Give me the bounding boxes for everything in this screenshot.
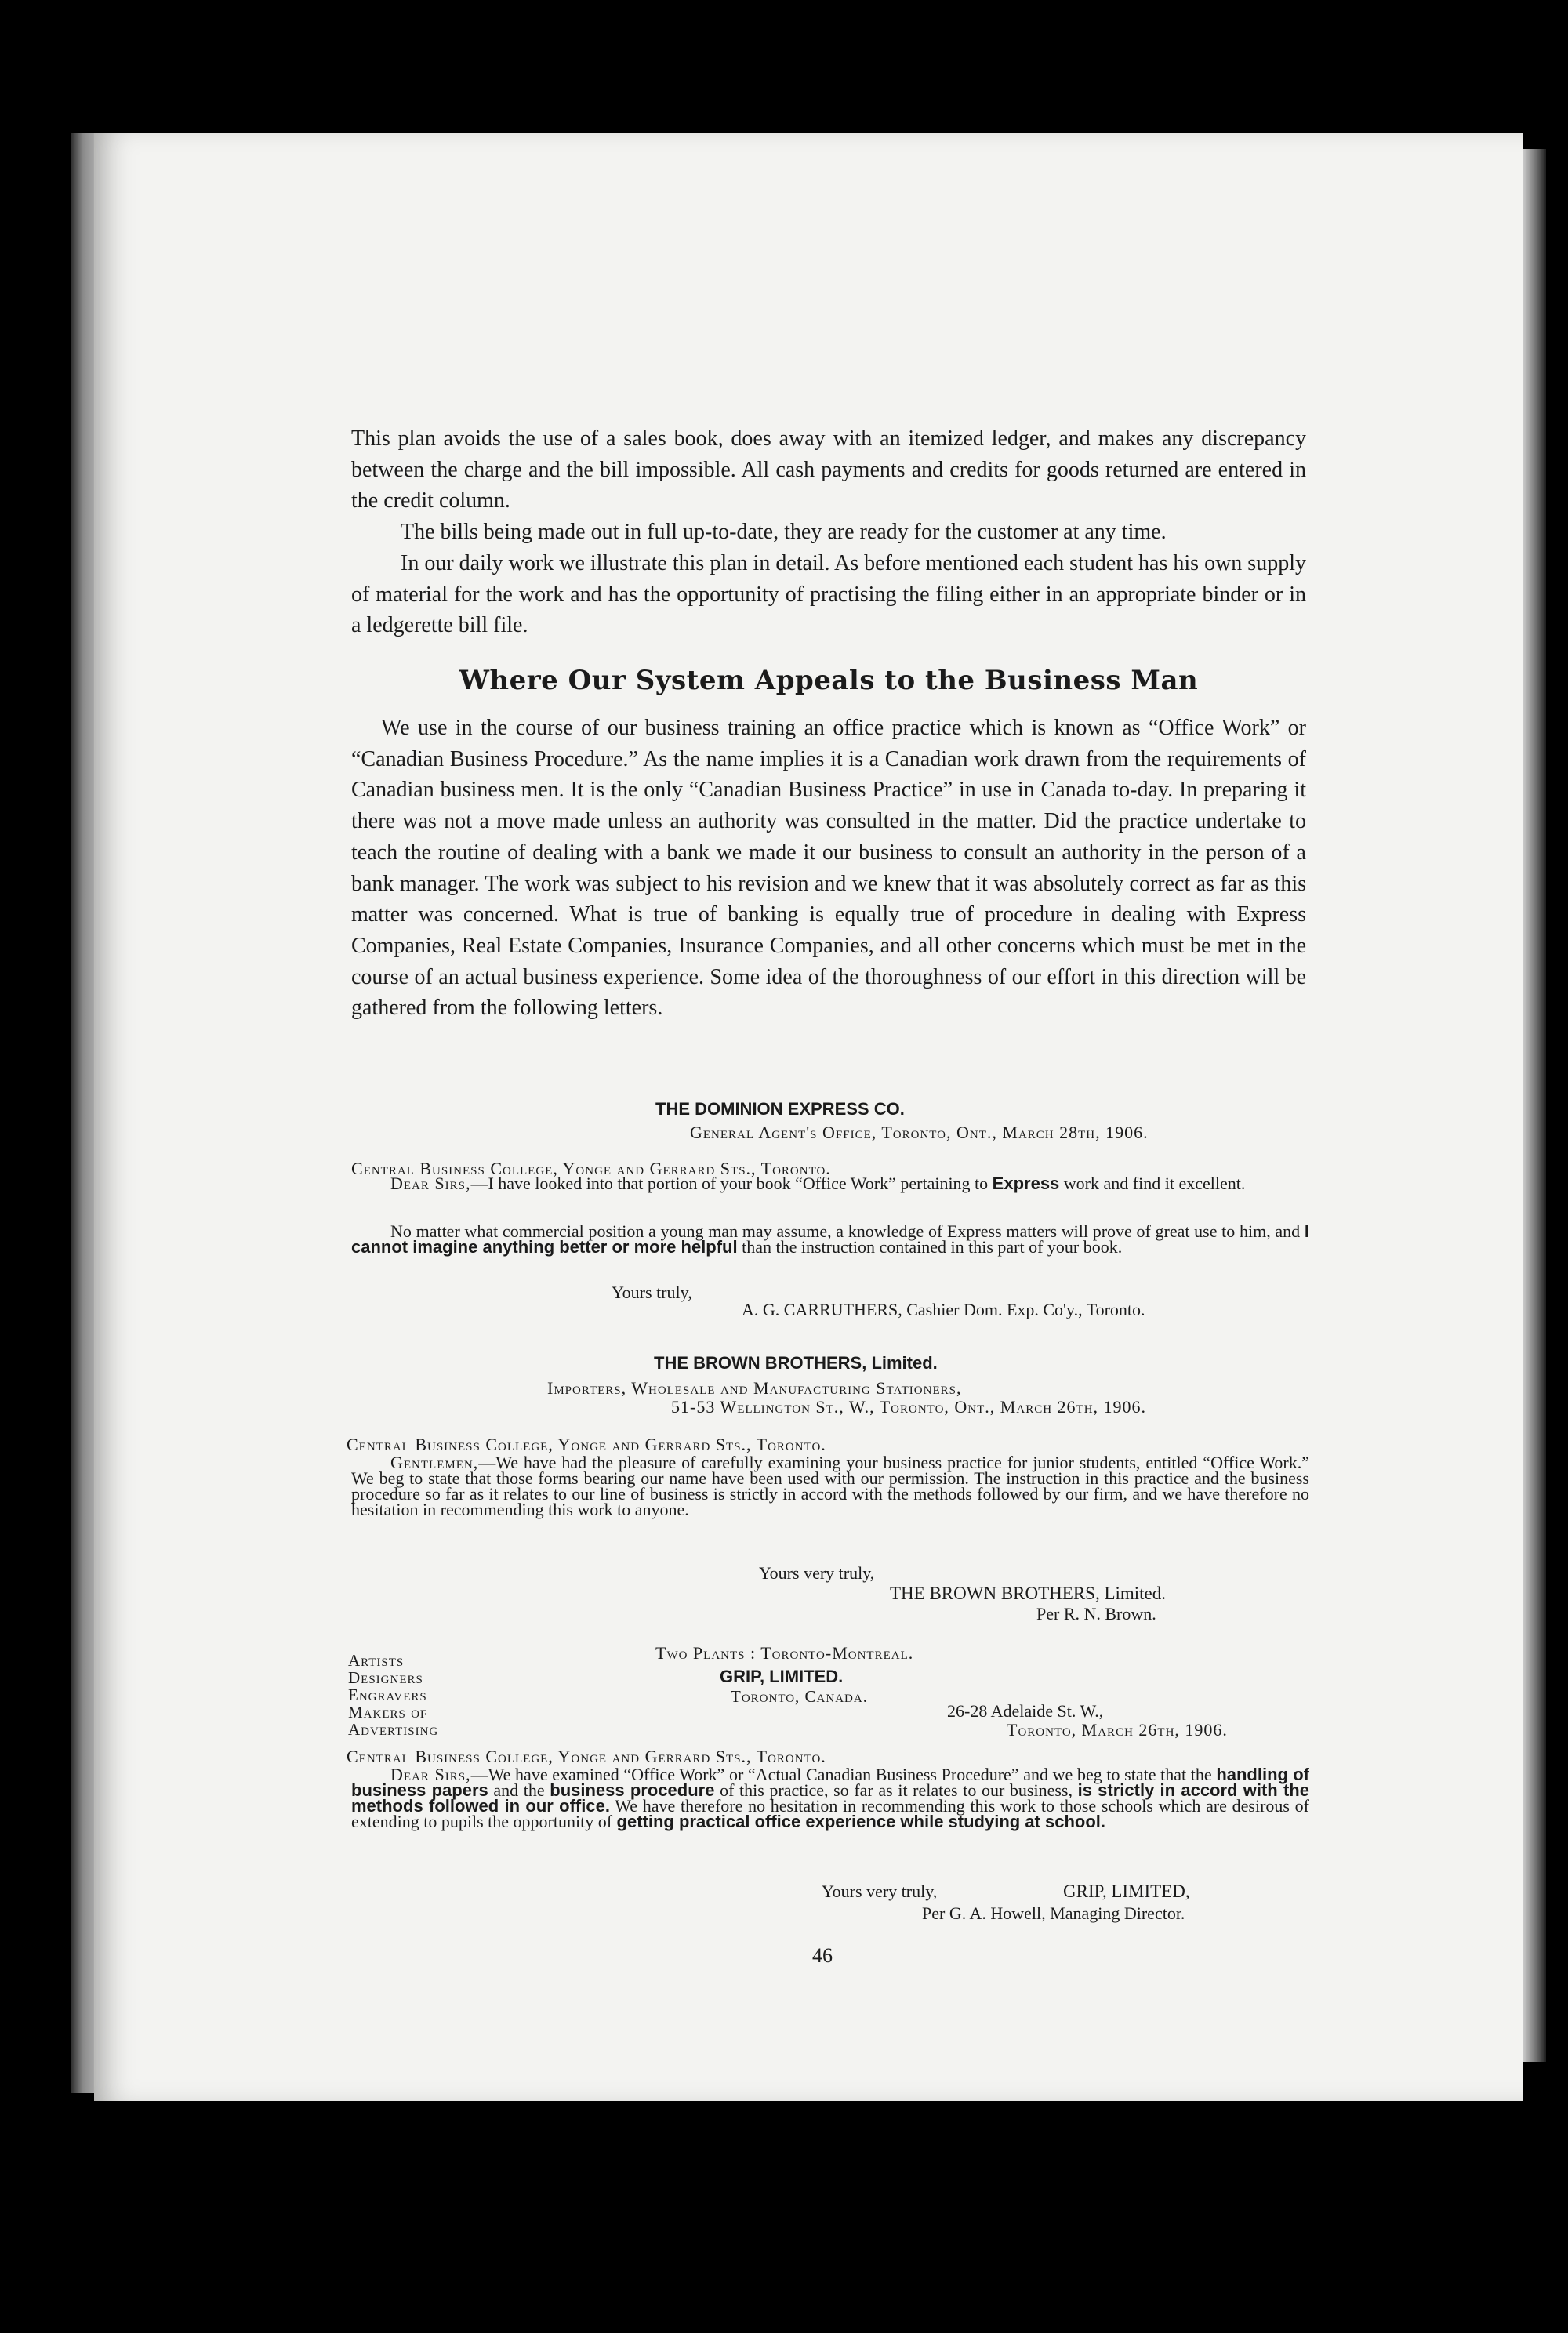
letter-company-name: THE BROWN BROTHERS, Limited. xyxy=(654,1353,938,1373)
letter-closing: Yours very truly, xyxy=(759,1563,875,1583)
paragraph-daily-work: In our daily work we illustrate this plan in detail. As before mentioned each student has his own supply of material for the work and has the opportunity of practising the filing either in an appropriate binder or in a ledgerette bill file. xyxy=(351,551,1306,638)
side-list-item: Engravers xyxy=(348,1685,427,1704)
letter-body: No matter what commercial position a young man may assume, a knowledge of Express matters will prove of great use to him, and I cannot imagine anything better or more helpful than the instruction contained in this part of your book. xyxy=(351,1221,1309,1257)
page-number: 46 xyxy=(812,1944,833,1967)
letter-closing: Yours very truly, xyxy=(822,1881,938,1901)
letter-addressee: Central Business College, Yonge and Gerrard Sts., Toronto. xyxy=(347,1435,826,1454)
letter-signer: Per G. A. Howell, Managing Director. xyxy=(922,1903,1185,1923)
letter-signature: A. G. CARRUTHERS, Cashier Dom. Exp. Co'y., Toronto. xyxy=(742,1300,1145,1319)
letter-signature: GRIP, LIMITED, xyxy=(1063,1881,1190,1901)
side-list-item: Artists xyxy=(348,1651,405,1670)
letter-company-line: Importers, Wholesale and Manufacturing Stationers, xyxy=(547,1378,962,1398)
side-list-item: Makers of xyxy=(348,1703,428,1722)
letter-address-line: 51-53 Wellington St., W., Toronto, Ont., March 26th, 1906. xyxy=(671,1397,1147,1417)
side-list-item: Designers xyxy=(348,1668,423,1687)
paragraph-bills: The bills being made out in full up-to-date, they are ready for the customer at any time. xyxy=(401,520,1167,544)
side-list-item: Advertising xyxy=(348,1720,439,1739)
letter-signature: THE BROWN BROTHERS, Limited. xyxy=(890,1584,1167,1603)
letter-body: Gentlemen,—We have had the pleasure of carefully examining your business practice for junior students, entitled “Office Work.” We beg to state that those forms bearing our name have been used with our permission. The instruction in this practice and the business procedure so far as it relates to our line of business is strictly in accord with the methods followed by our firm, and we have therefore no hesitation in recommending this work to anyone. xyxy=(351,1453,1309,1519)
letter-body: Dear Sirs,—I have looked into that portion of your book “Office Work” pertaining to Express work and find it excellent. xyxy=(390,1174,1246,1193)
letter-plants-line: Two Plants : Toronto-Montreal. xyxy=(655,1643,914,1663)
letter-company-name: THE DOMINION EXPRESS CO. xyxy=(655,1099,905,1119)
section-heading: Where Our System Appeals to the Business Man xyxy=(459,665,1199,696)
letter-addressee: Central Business College, Yonge and Gerrard Sts., Toronto. xyxy=(351,1159,831,1178)
letter-date-line: Toronto, March 26th, 1906. xyxy=(1007,1720,1228,1740)
letter-office-line: General Agent's Office, Toronto, Ont., March 28th, 1906. xyxy=(690,1123,1149,1142)
letter-city-line: Toronto, Canada. xyxy=(731,1687,868,1706)
letter-closing: Yours truly, xyxy=(612,1283,692,1302)
paragraph-office-work: We use in the course of our business training an office practice which is known as “Office Work” or “Canadian Business Procedure.” As the name implies it is a Canadian work drawn from the requirements of Canadian business men. It is the only “Canadian Business Practice” in use in Canada to-day. In preparing it there was not a move made unless an authority was consulted in the matter. Did the practice undertake to teach the routine of dealing with a bank we made it our business to consult an authority in the person of a bank manager. The work was subject to his revision and we knew that it was absolutely correct as far as this matter was concerned. What is true of banking is equally true of procedure in dealing with Express Companies, Real Estate Companies, Insurance Companies, and all other concerns which must be met in the course of an actual business experience. Some idea of the thoroughness of our effort in this direction will be gathered from the following letters. xyxy=(351,716,1306,1021)
letter-body: Dear Sirs,—We have examined “Office Work” or “Actual Canadian Business Procedure” and we beg to state that the handling of business papers and the business procedure of this practice, so far as it relates to our business, is strictly in accord with the methods followed in our office. We have therefore no hesitation in recommending this work to those schools which are desirous of extending to pupils the opportunity of getting practical office experience while studying at school. xyxy=(351,1765,1309,1831)
letter-addressee: Central Business College, Yonge and Gerrard Sts., Toronto. xyxy=(347,1747,826,1766)
letter-company-name: GRIP, LIMITED. xyxy=(720,1667,844,1686)
paragraph-sales-book: This plan avoids the use of a sales book, does away with an itemized ledger, and makes any discrepancy between the charge and the bill impossible. All cash payments and credits for goods returned are entered in the credit column. xyxy=(351,426,1306,513)
letter-address-line: 26-28 Adelaide St. W., xyxy=(947,1701,1104,1721)
letter-signer: Per R. N. Brown. xyxy=(1036,1604,1156,1624)
